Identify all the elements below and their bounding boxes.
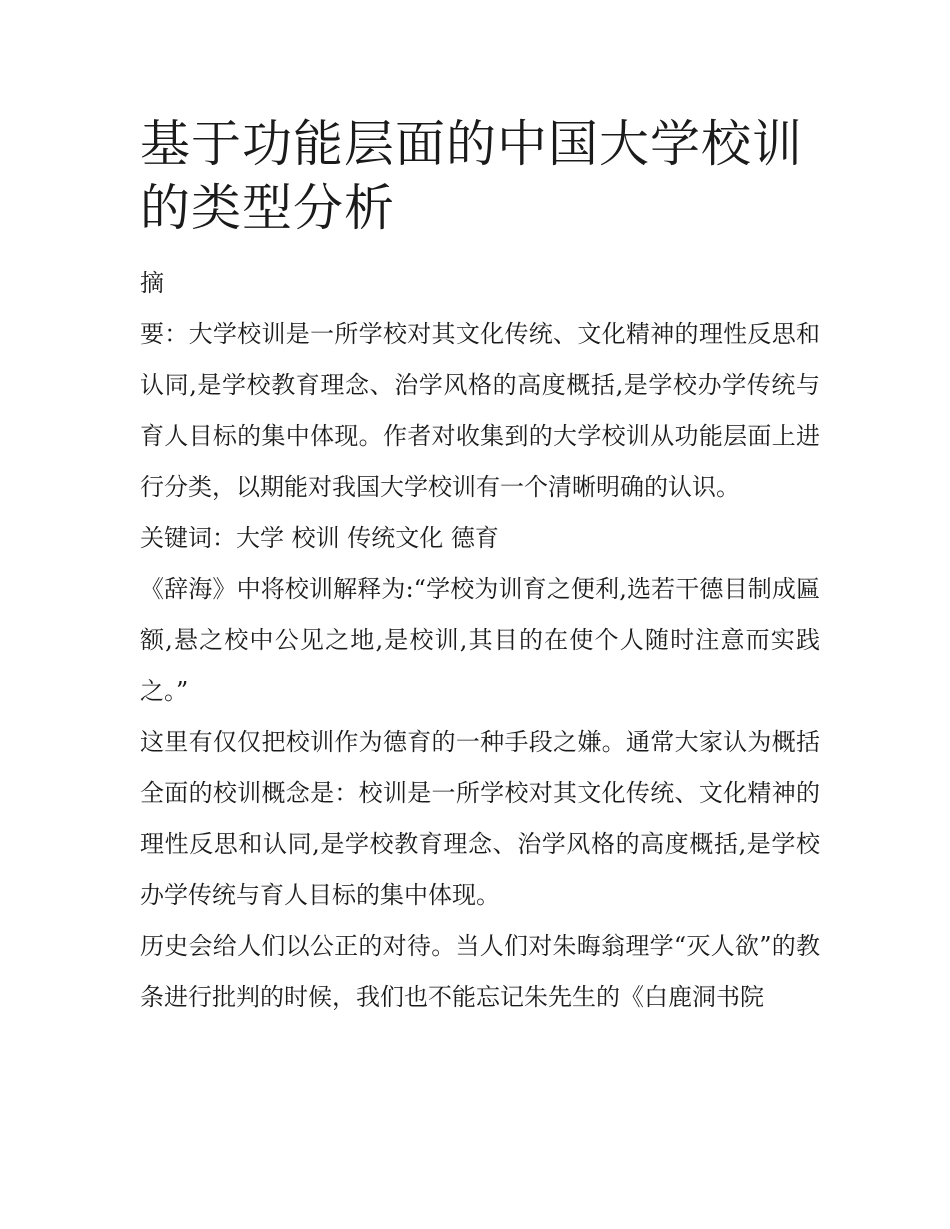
document-page <box>140 112 820 1023</box>
abstract-heading: 摘 <box>140 269 164 297</box>
keywords-line: 关键词：大学 校训 传统文化 德育 <box>140 524 499 552</box>
paragraph-cihai-definition: 《辞海》中将校训解释为:“学校为训育之便利,选若干德目制成匾额,悬之校中公见之地,是校训,其目的在使个人随时注意而实践之。” <box>140 575 820 705</box>
abstract-body: 要：大学校训是一所学校对其文化传统、文化精神的理性反思和认同,是学校教育理念、治学风格的高度概括,是学校办学传统与育人目标的集中体现。作者对收集到的大学校训从功能层面上进行分类，以期能对我国大学校训有一个清晰明确的认识。 <box>140 320 820 501</box>
paragraph-common-definition: 这里有仅仅把校训作为德育的一种手段之嫌。通常大家认为概括全面的校训概念是：校训是一所学校对其文化传统、文化精神的理性反思和认同,是学校教育理念、治学风格的高度概括,是学校办学传统与育人目标的集中体现。 <box>140 728 820 909</box>
document-title: 基于功能层面的中国大学校训的类型分析 <box>140 115 803 237</box>
paragraph-history: 历史会给人们以公正的对待。当人们对朱晦翁理学“灭人欲”的教条进行批判的时候，我们也不能忘记朱先生的《白鹿洞书院 <box>140 932 820 1011</box>
